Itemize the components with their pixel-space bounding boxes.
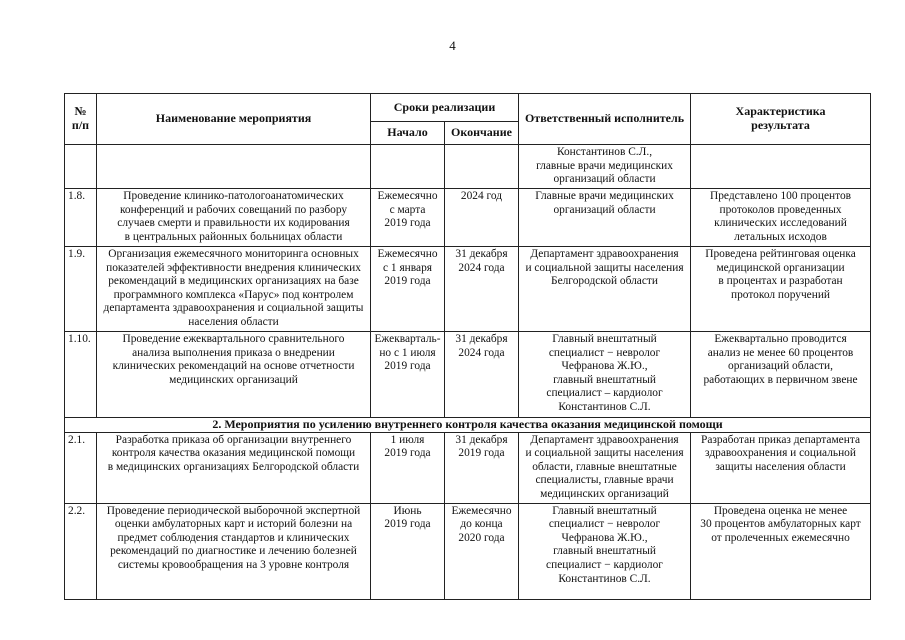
row-start: 1 июля 2019 года [371, 432, 445, 503]
header-end: Окончание [445, 122, 519, 145]
measures-table [64, 93, 871, 600]
row-name: Разработка приказа об организации внутреннего контроля качества оказания медицинской помощи в медицинских организациях Белгородской области [97, 432, 371, 503]
row-start: Июнь 2019 года [371, 503, 445, 599]
row-end: Ежемесячно до конца 2020 года [445, 503, 519, 599]
row-start: Ежемесячно с 1 января 2019 года [371, 247, 445, 332]
row-name: Проведение периодической выборочной экспертной оценки амбулаторных карт и историй болезни на предмет соблюдения стандартов и клинических рекомендаций по диагностике и лечению болезней системы кровообращения на 3 уровне контроля [97, 503, 371, 599]
row-end: 31 декабря 2024 года [445, 247, 519, 332]
header-terms: Сроки реализации [371, 94, 519, 122]
row-name: Организация ежемесячного мониторинга основных показателей эффективности внедрения клинических рекомендаций в медицинских организациях на базе программного комплекса «Парус» под контролем департамента здравоохранения и социальной защиты населения области [97, 247, 371, 332]
table-row [65, 332, 871, 418]
row-number: 1.8. [65, 189, 97, 247]
row-responsible: Главный внештатный специалист − невролог Чефранова Ж.Ю., главный внештатный специалист − кардиолог Константинов С.Л. [519, 503, 691, 599]
header-responsible: Ответственный исполнитель [519, 94, 691, 145]
section-header-row [65, 418, 871, 433]
row-start: Ежекварталь- но с 1 июля 2019 года [371, 332, 445, 418]
header-name: Наименование мероприятия [97, 94, 371, 145]
page-number: 4 [449, 38, 456, 53]
row-number: 1.9. [65, 247, 97, 332]
table-row [65, 247, 871, 332]
section-title: 2. Мероприятия по усилению внутреннего контроля качества оказания медицинской помощи [65, 418, 871, 433]
row-name: Проведение клинико-патологоанатомических конференций и рабочих совещаний по разбору случаев смерти и правильности их кодирования в центральных районных больницах области [97, 189, 371, 247]
row-start: Ежемесячно с марта 2019 года [371, 189, 445, 247]
row-end: 31 декабря 2024 года [445, 332, 519, 418]
row-number: 2.1. [65, 432, 97, 503]
row-result: Проведена оценка не менее 30 процентов амбулаторных карт от пролеченных ежемесячно [691, 503, 871, 599]
row-name: Проведение ежеквартального сравнительного анализа выполнения приказа о внедрении клинических рекомендаций на основе отчетности медицинских организаций [97, 332, 371, 418]
row-number: 2.2. [65, 503, 97, 599]
row-number [65, 145, 97, 189]
table-row [65, 145, 871, 189]
row-end: 31 декабря 2019 года [445, 432, 519, 503]
table-row [65, 503, 871, 599]
row-end [445, 145, 519, 189]
table-row [65, 189, 871, 247]
header-num: № п/п [65, 94, 97, 145]
row-number: 1.10. [65, 332, 97, 418]
row-end: 2024 год [445, 189, 519, 247]
row-responsible: Департамент здравоохранения и социальной защиты населения Белгородской области [519, 247, 691, 332]
row-result: Проведена рейтинговая оценка медицинской организации в процентах и разработан протокол поручений [691, 247, 871, 332]
header-result: Характеристика результата [691, 94, 871, 145]
row-result: Представлено 100 процентов протоколов проведенных клинических исследований летальных исходов [691, 189, 871, 247]
row-name [97, 145, 371, 189]
table-row [65, 432, 871, 503]
row-result: Ежеквартально проводится анализ не менее 60 процентов организаций области, работающих в первичном звене [691, 332, 871, 418]
row-responsible: Главные врачи медицинских организаций области [519, 189, 691, 247]
row-result: Разработан приказ департамента здравоохранения и социальной защиты населения области [691, 432, 871, 503]
row-responsible: Департамент здравоохранения и социальной защиты населения области, главные внештатные специалисты, главные врачи медицинских организаций [519, 432, 691, 503]
row-result [691, 145, 871, 189]
row-responsible: Главный внештатный специалист − невролог Чефранова Ж.Ю., главный внештатный специалист – кардиолог Константинов С.Л. [519, 332, 691, 418]
header-start: Начало [371, 122, 445, 145]
row-start [371, 145, 445, 189]
row-responsible: Константинов С.Л., главные врачи медицинских организаций области [519, 145, 691, 189]
